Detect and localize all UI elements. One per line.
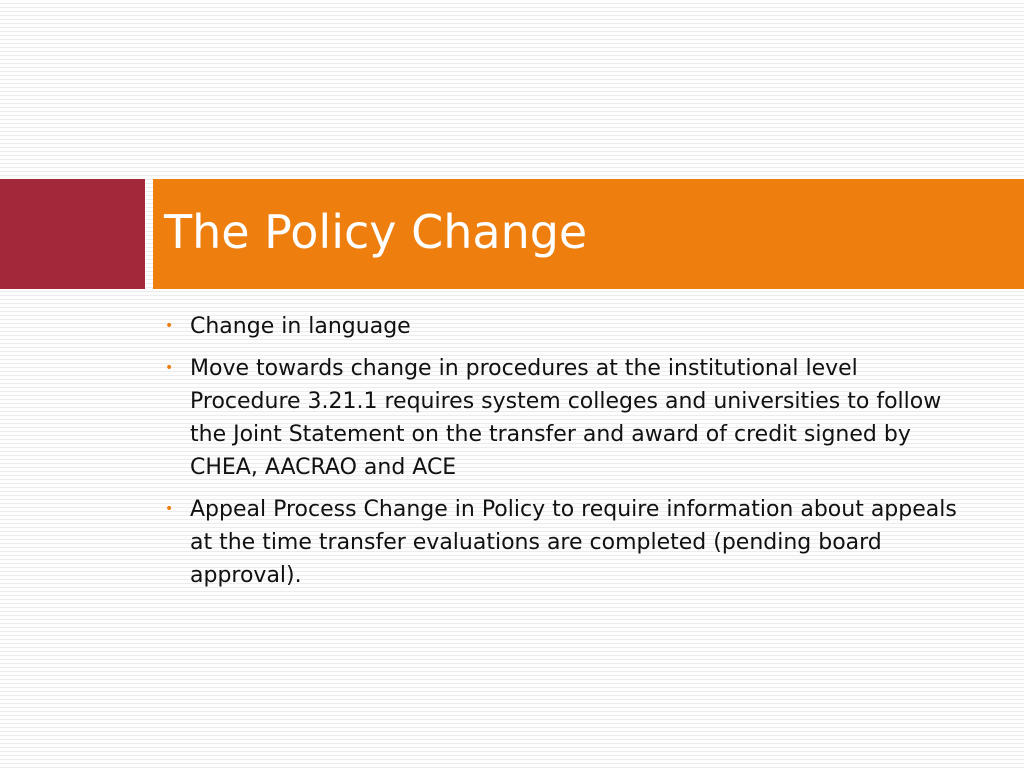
bullet-icon: • xyxy=(165,318,174,334)
bullet-text: Change in language xyxy=(190,314,411,339)
slide-title: The Policy Change xyxy=(164,205,588,259)
bullet-item xyxy=(160,352,960,484)
bullet-icon: • xyxy=(165,501,174,517)
bullet-icon: • xyxy=(165,360,174,376)
title-bar xyxy=(153,179,1024,289)
bullet-list xyxy=(160,310,960,601)
bullet-item xyxy=(160,493,960,592)
bullet-text: Move towards change in procedures at the institutional level Procedure 3.21.1 requires system colleges and universities to follow the Joint Statement on the transfer and award of credit signed by CHEA, AACRAO and ACE xyxy=(190,356,942,480)
bullet-text: Appeal Process Change in Policy to require information about appeals at the time transfer evaluations are completed (pending board approval). xyxy=(190,497,957,588)
accent-block xyxy=(0,179,145,289)
bullet-item xyxy=(160,310,960,343)
